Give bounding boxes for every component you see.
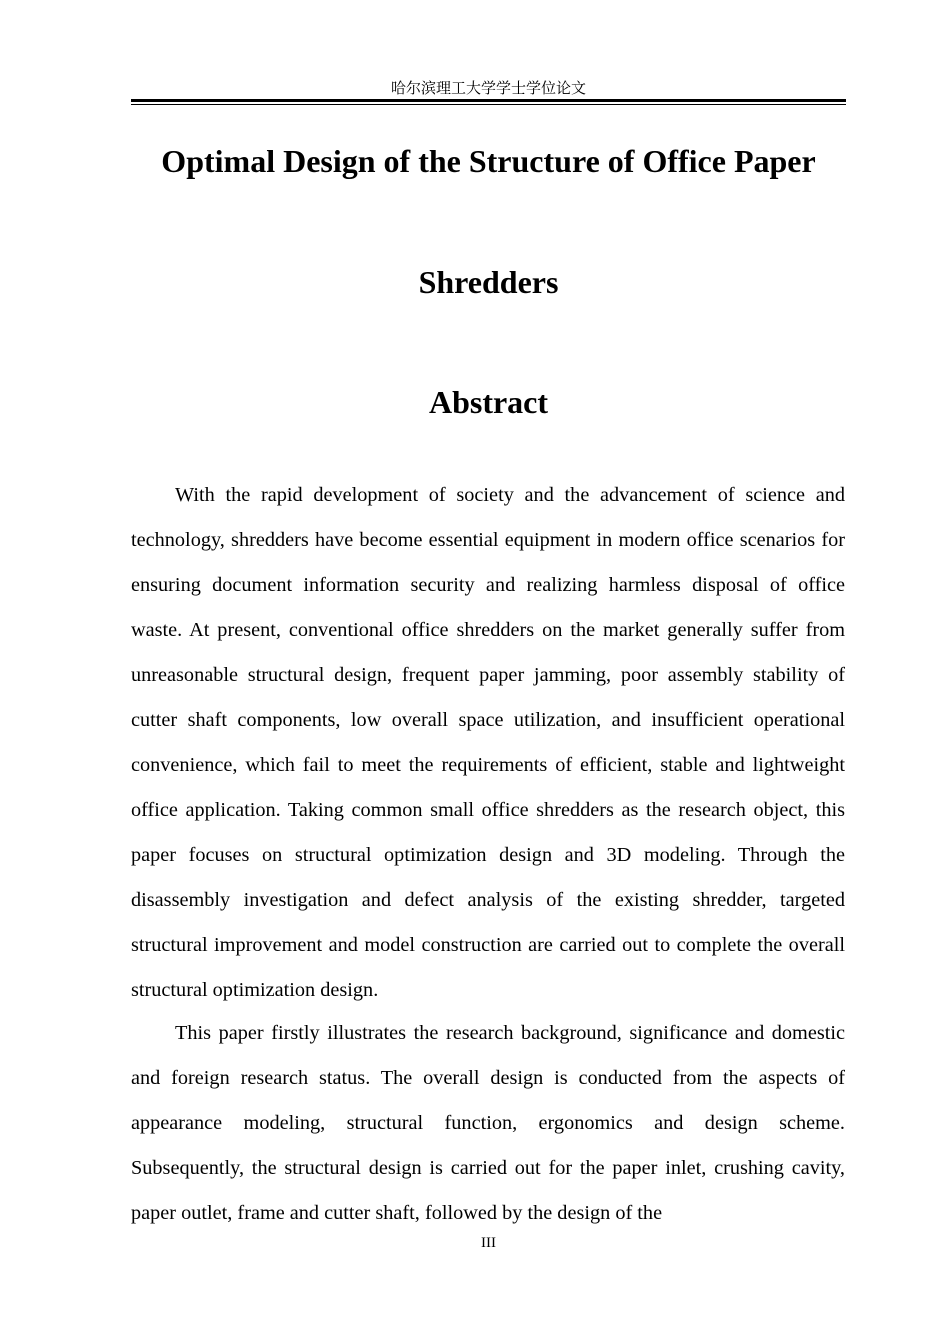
abstract-heading: Abstract [428,384,549,420]
header-rule-thin [131,104,846,105]
header-rule-thick [131,99,846,102]
abstract-paragraph-2: This paper firstly illustrates the research background, significance and domestic and foreign research status. The overall design is conducted from the aspects of appearance modeling, structural function, ergonomics and design scheme. Subsequently, the structural design is carried out for the paper inlet, crushing cavity, paper outlet, frame and cutter shaft, followed by the design of the [131,1022,845,1224]
title-line-1: Optimal Design of the Structure of Office Paper [161,143,816,179]
running-header: 哈尔滨理工大学学士学位论文 [390,79,586,97]
page-number: III [481,1235,496,1251]
title-line-2: Shredders [418,264,559,300]
abstract-paragraph-1: With the rapid development of society and the advancement of science and technology, shredders have become essential equipment in modern office scenarios for ensuring document information security and realizing harmless disposal of office waste. At present, conventional office shredders on the market generally suffer from unreasonable structural design, frequent paper jamming, poor assembly stability of cutter shaft components, low overall space utilization, and insufficient operational convenience, which fail to meet the requirements of efficient, stable and lightweight office application. Taking common small office shredders as the research object, this paper focuses on structural optimization design and 3D modeling. Through the disassembly investigation and defect analysis of the existing shredder, targeted structural improvement and model construction are carried out to complete the overall structural optimization design. [131,484,845,1001]
abstract-body [131,473,845,1234]
